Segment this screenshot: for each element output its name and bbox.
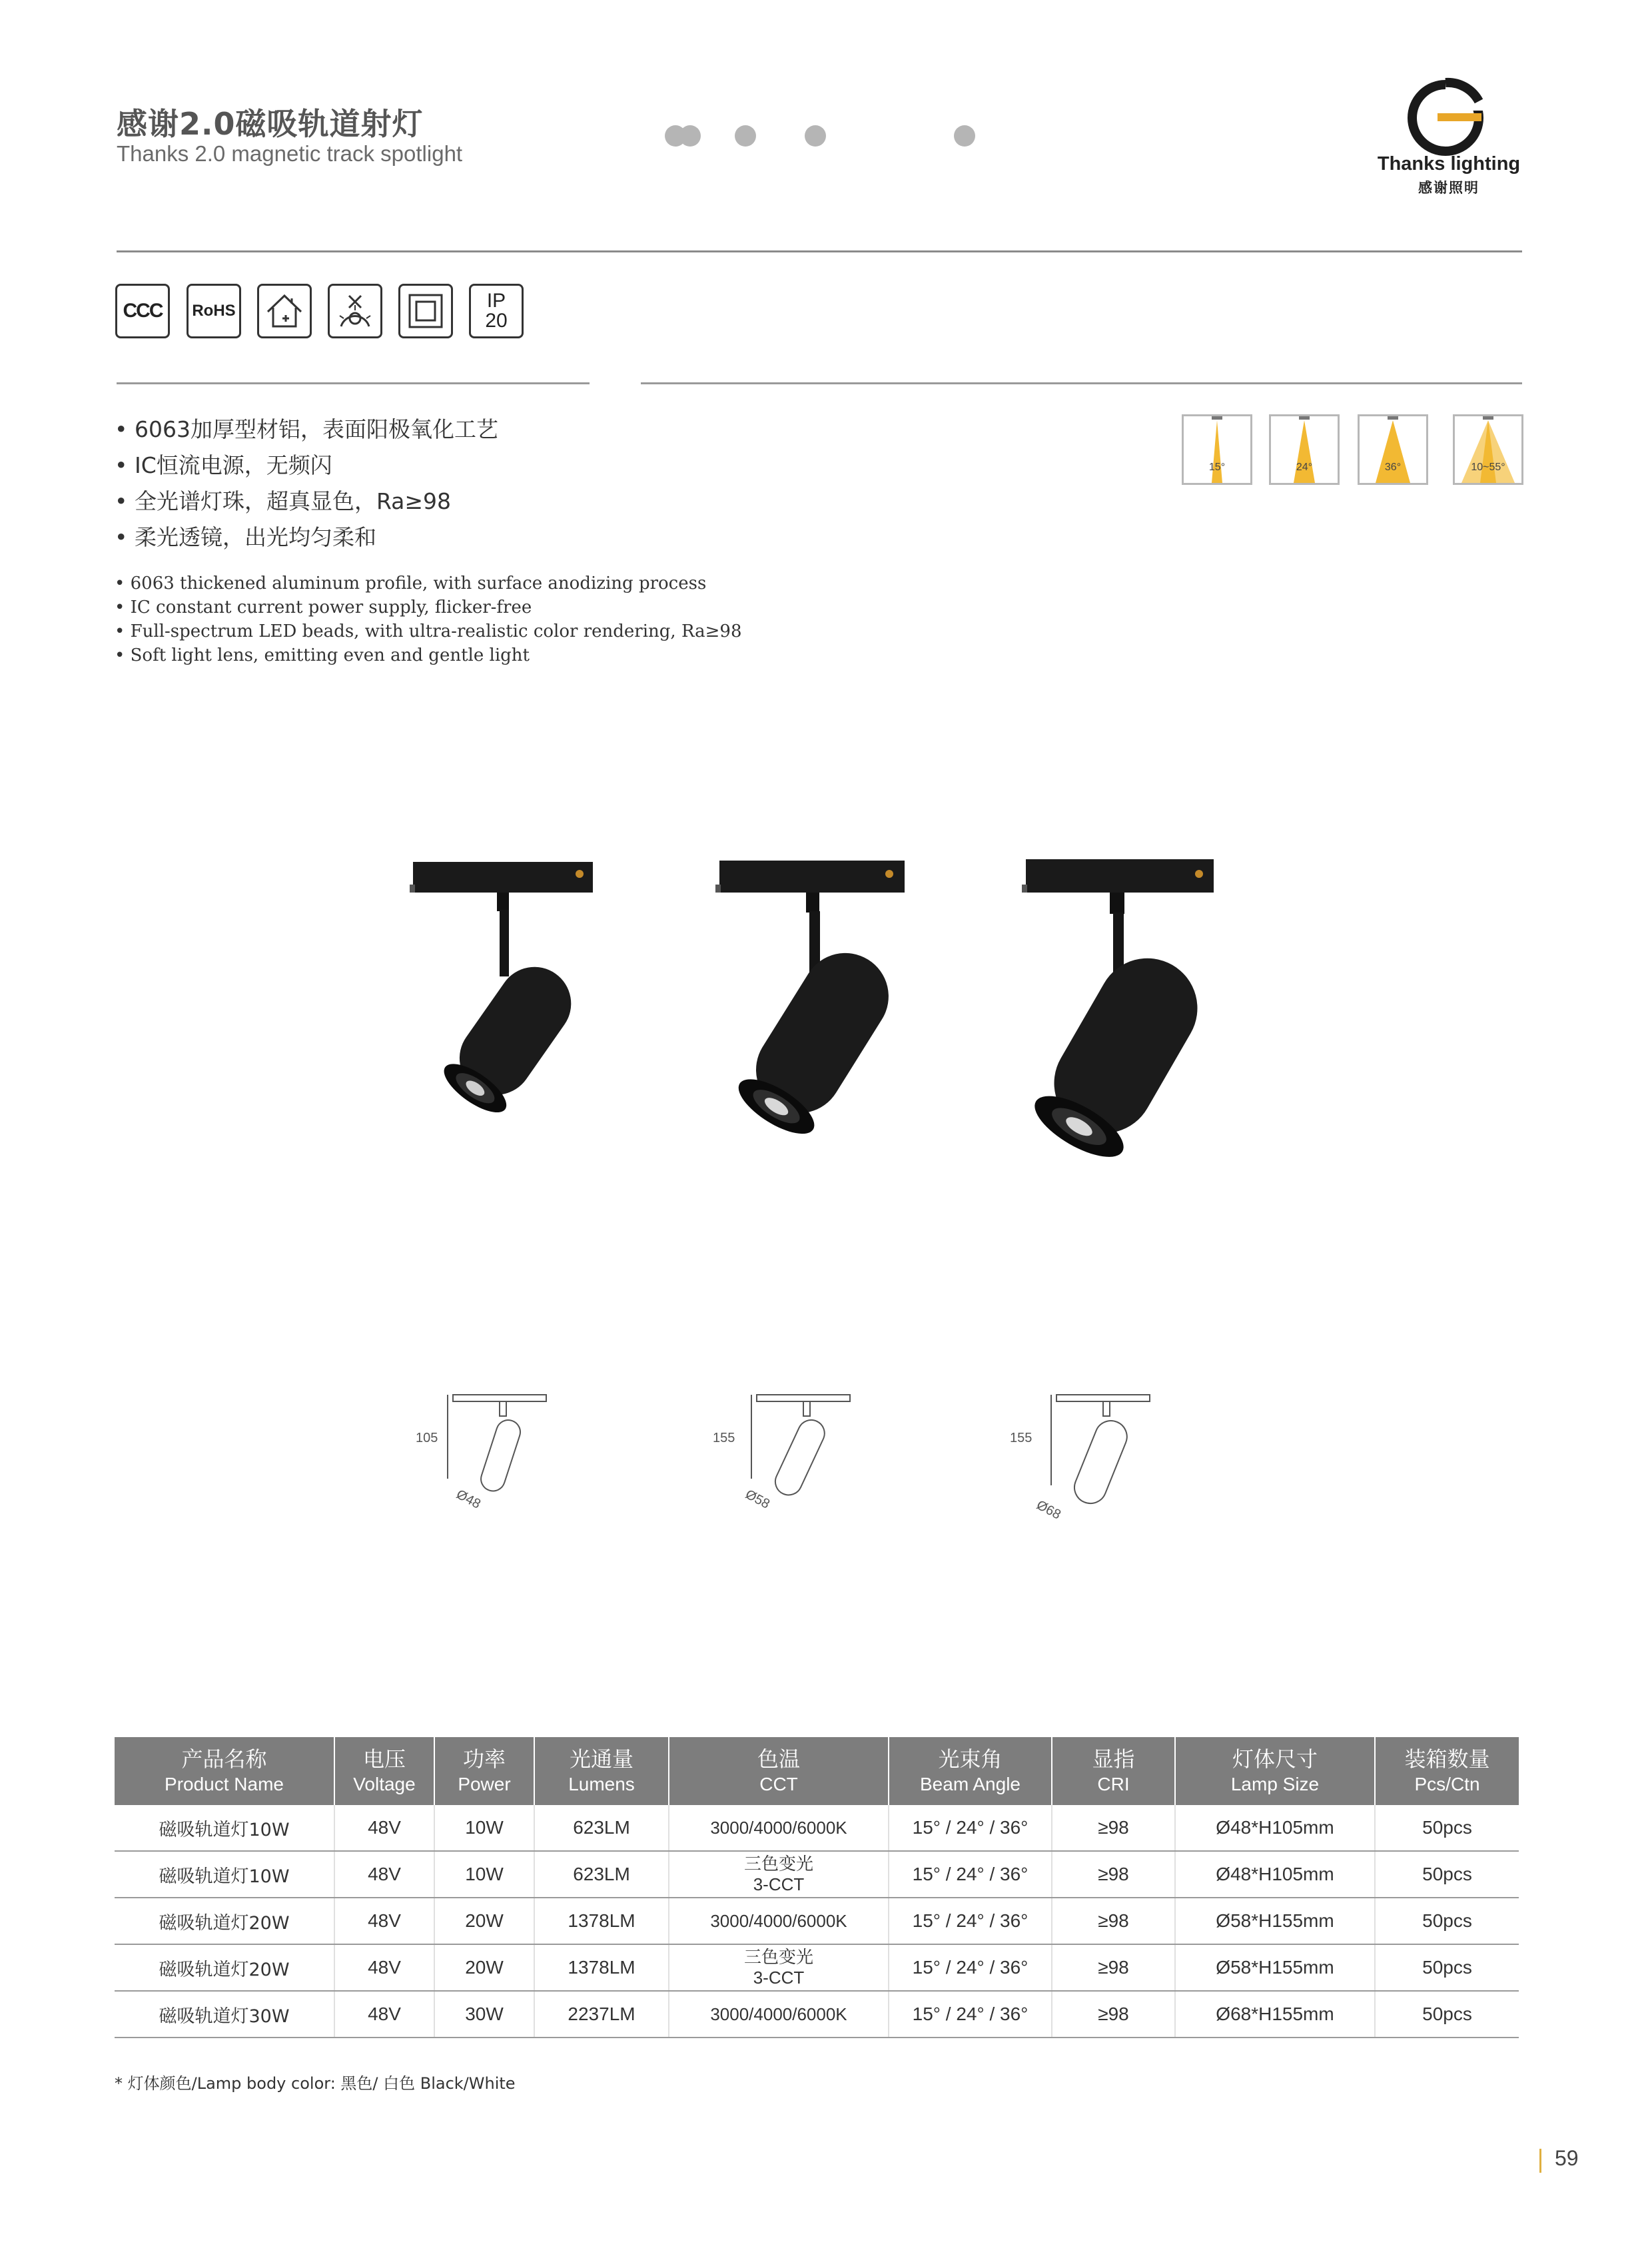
divider-right (641, 382, 1522, 384)
cell-beam: 15° / 24° / 36° (889, 1991, 1052, 2038)
divider-left (117, 382, 590, 384)
features-cn (115, 412, 498, 556)
cell-size: Ø48*H105mm (1175, 1805, 1375, 1851)
dimension-drawing-3 (1051, 1395, 1150, 1508)
cell-lumens: 1378LM (534, 1898, 669, 1944)
cell-cct: 3000/4000/6000K (669, 1805, 889, 1851)
header-power: 功率 Power (434, 1737, 534, 1805)
cell-beam: 15° / 24° / 36° (889, 1944, 1052, 1991)
no-uv-lamp-icon (333, 289, 377, 333)
beam-angle-label: 36° (1384, 462, 1402, 473)
cell-size: Ø58*H155mm (1175, 1944, 1375, 1991)
beam-angle-label: 24° (1296, 462, 1313, 473)
header-beam-angle: 光束角 Beam Angle (889, 1737, 1052, 1805)
feature-item: • IC恒流电源，无频闪 (115, 448, 498, 484)
cell-lumens: 623LM (534, 1805, 669, 1851)
cell-name: 磁吸轨道灯20W (115, 1944, 334, 1991)
header-voltage: 电压 Voltage (334, 1737, 434, 1805)
cell-power: 20W (434, 1898, 534, 1944)
dimension-height-label: 105 (416, 1431, 438, 1445)
no-uv-icon (328, 284, 382, 338)
cell-voltage: 48V (334, 1805, 434, 1851)
cell-beam: 15° / 24° / 36° (889, 1898, 1052, 1944)
feature-item: • 全光谱灯珠，超真显色，Ra≥98 (115, 484, 498, 520)
cell-pcs: 50pcs (1375, 1944, 1519, 1991)
indoor-use-icon (257, 284, 312, 338)
cell-cri: ≥98 (1052, 1944, 1175, 1991)
dimension-height-label: 155 (1010, 1431, 1032, 1445)
header-lamp-size: 灯体尺寸 Lamp Size (1175, 1737, 1375, 1805)
cell-cri: ≥98 (1052, 1805, 1175, 1851)
beam-angle-36-icon (1358, 414, 1428, 485)
cell-lumens: 623LM (534, 1851, 669, 1898)
cell-pcs: 50pcs (1375, 1851, 1519, 1898)
cell-lumens: 1378LM (534, 1944, 669, 1991)
beam-angle-label: 10~55° (1471, 462, 1505, 473)
feature-item: • IC constant current power supply, flicker-free (115, 595, 742, 619)
table-header-row (115, 1737, 1519, 1805)
cell-voltage: 48V (334, 1944, 434, 1991)
cell-name: 磁吸轨道灯20W (115, 1898, 334, 1944)
cell-pcs: 50pcs (1375, 1991, 1519, 2038)
logo-name-en: Thanks lighting (1377, 153, 1521, 175)
feature-item: • 柔光透镜，出光均匀柔和 (115, 520, 498, 556)
page-title-en: Thanks 2.0 magnetic track spotlight (117, 141, 463, 166)
cell-name: 磁吸轨道灯10W (115, 1805, 334, 1851)
spotlight-10w-image (410, 862, 593, 1121)
beam-angle-zoom-icon (1453, 414, 1523, 485)
cell-voltage: 48V (334, 1991, 434, 2038)
dot-icon (735, 125, 756, 147)
ip-rating-icon (469, 284, 524, 338)
page-number: 59 (1555, 2146, 1579, 2170)
beam-angle-15-icon (1182, 414, 1252, 485)
spec-table (115, 1737, 1519, 2038)
cell-power: 10W (434, 1805, 534, 1851)
cell-cri: ≥98 (1052, 1851, 1175, 1898)
rohs-mark-text: RoHS (192, 302, 236, 320)
ccc-mark-text: CCC (123, 300, 163, 322)
dot-icon (805, 125, 826, 147)
table-row (115, 1991, 1519, 2038)
double-square-icon (404, 289, 448, 333)
table-row (115, 1898, 1519, 1944)
table-row (115, 1944, 1519, 1991)
cell-size: Ø58*H155mm (1175, 1898, 1375, 1944)
table-row (115, 1851, 1519, 1898)
cell-name: 磁吸轨道灯30W (115, 1991, 334, 2038)
product-photos (373, 846, 1266, 1219)
house-icon (262, 289, 306, 333)
cell-power: 30W (434, 1991, 534, 2038)
header-cri: 显指 CRI (1052, 1737, 1175, 1805)
cell-cct: 三色变光 3-CCT (669, 1851, 889, 1898)
cell-cri: ≥98 (1052, 1898, 1175, 1944)
cell-lumens: 2237LM (534, 1991, 669, 2038)
ip-rating-text: IP 20 (485, 290, 508, 332)
cell-name: 磁吸轨道灯10W (115, 1851, 334, 1898)
spotlight-20w-image (715, 861, 905, 1144)
dimension-diameter-label: Ø68 (1034, 1497, 1063, 1523)
table-row (115, 1805, 1519, 1851)
cell-cct: 3000/4000/6000K (669, 1898, 889, 1944)
footnote: * 灯体颜色/Lamp body color: 黑色/ 白色 Black/White (115, 2074, 516, 2093)
feature-item: • Soft light lens, emitting even and gentle light (115, 643, 742, 667)
page-title-cn: 感谢2.0磁吸轨道射灯 (117, 106, 424, 142)
header-divider (117, 250, 1522, 252)
cell-beam: 15° / 24° / 36° (889, 1805, 1052, 1851)
feature-item: • 6063加厚型材铝，表面阳极氧化工艺 (115, 412, 498, 448)
cell-voltage: 48V (334, 1898, 434, 1944)
dimension-height-label: 155 (713, 1431, 735, 1445)
cell-voltage: 48V (334, 1851, 434, 1898)
cell-beam: 15° / 24° / 36° (889, 1851, 1052, 1898)
dimension-drawing-1 (448, 1395, 546, 1494)
cell-cct: 三色变光 3-CCT (669, 1944, 889, 1991)
dimension-diameter-label: Ø48 (454, 1487, 483, 1512)
cell-cct: 3000/4000/6000K (669, 1991, 889, 2038)
feature-item: • 6063 thickened aluminum profile, with surface anodizing process (115, 571, 742, 595)
cell-size: Ø68*H155mm (1175, 1991, 1375, 2038)
header-pcs-ctn: 装箱数量 Pcs/Ctn (1375, 1737, 1519, 1805)
page-number-bar (1539, 2149, 1541, 2173)
cell-pcs: 50pcs (1375, 1805, 1519, 1851)
cell-pcs: 50pcs (1375, 1898, 1519, 1944)
beam-angle-label: 15° (1208, 462, 1226, 473)
dimension-drawing-2 (751, 1395, 850, 1499)
dot-icon (679, 125, 701, 147)
header-cct: 色温 CCT (669, 1737, 889, 1805)
cell-power: 10W (434, 1851, 534, 1898)
dimension-diameter-label: Ø58 (743, 1487, 772, 1512)
cell-power: 20W (434, 1944, 534, 1991)
ccc-mark-icon (115, 284, 170, 338)
header-product-name: 产品名称 Product Name (115, 1737, 334, 1805)
feature-item: • Full-spectrum LED beads, with ultra-realistic color rendering, Ra≥98 (115, 619, 742, 643)
dot-icon (954, 125, 975, 147)
rohs-mark-icon (187, 284, 241, 338)
logo-name-cn: 感谢照明 (1418, 180, 1479, 196)
spotlight-30w-image (1022, 859, 1216, 1169)
cell-size: Ø48*H105mm (1175, 1851, 1375, 1898)
beam-angle-24-icon (1269, 414, 1340, 485)
class-ii-double-insulation-icon (398, 284, 453, 338)
cell-cri: ≥98 (1052, 1991, 1175, 2038)
header-lumens: 光通量 Lumens (534, 1737, 669, 1805)
features-en (115, 571, 742, 667)
